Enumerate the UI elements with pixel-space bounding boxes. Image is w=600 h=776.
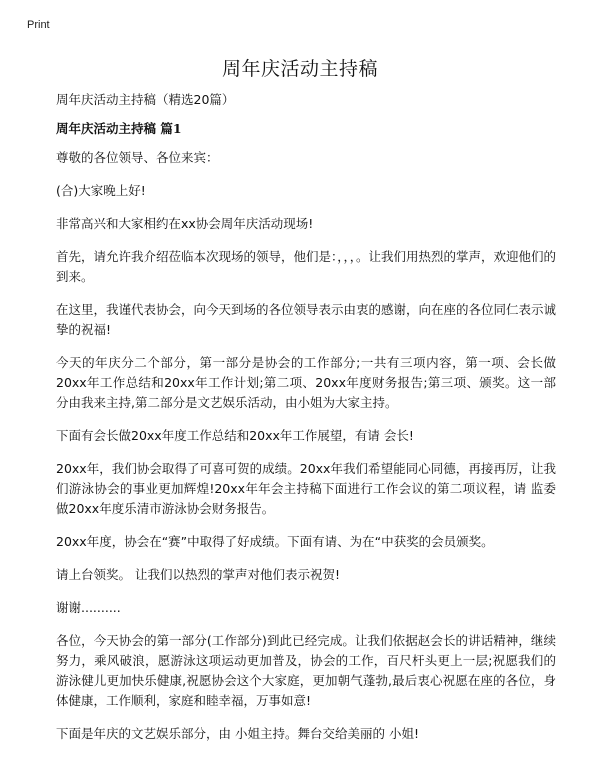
paragraph-awards: 20xx年度，协会在“赛”中取得了好成绩。下面有请、为在“中获奖的会员颁奖。: [56, 534, 494, 549]
paragraph-greeting: 尊敬的各位领导、各位来宾：: [56, 150, 219, 165]
section-heading: 周年庆活动主持稿 篇1: [56, 121, 182, 136]
paragraph-agenda: 今天的年庆分二个部分，第一部分是协会的工作部分;一共有三项内容，第一项、会长做20xx年工作总结和20xx年工作计划;第二项、20xx年度财务报告;第三项、颁奖。这一部分由我来主持,第二部分是文艺娱乐活动，由小姐为大家主持。: [56, 355, 556, 410]
paragraph-good-evening: (合)大家晚上好!: [56, 183, 146, 198]
paragraph-welcome: 非常高兴和大家相约在xx协会周年庆活动现场!: [56, 216, 314, 231]
paragraph-introduce-leaders: 首先，请允许我介绍莅临本次现场的领导，他们是：，，，。让我们用热烈的掌声，欢迎他们的到来。: [56, 249, 557, 284]
paragraph-achievements: 20xx年，我们协会取得了可喜可贺的成绩。20xx年我们希望能同心同德，再接再厉，让我们游泳协会的事业更加辉煌!20xx年年会主持稿下面进行工作会议的第二项议程，请 监委做20xx年度乐清市游泳协会财务报告。: [56, 461, 556, 516]
paragraph-president-report: 下面有会长做20xx年度工作总结和20xx年工作展望，有请 会长!: [56, 428, 414, 443]
document-subtitle: 周年庆活动主持稿（精选20篇）: [56, 92, 235, 107]
paragraph-receive-award: 请上台领奖。 让我们以热烈的掌声对他们表示祝贺!: [56, 567, 340, 582]
paragraph-closing-part-one: 各位，今天协会的第一部分(工作部分)到此已经完成。让我们依据赵会长的讲话精神，继续努力，乘风破浪，愿游泳这项运动更加普及，协会的工作，百尺杆头更上一层;祝愿我们的游泳健儿更加快乐健康,祝愿协会这个大家庭，更加朝气蓬勃,最后衷心祝愿在座的各位，身体健康，工作顺利，家庭和睦幸福，万事如意!: [56, 633, 556, 708]
document-body: [56, 90, 556, 757]
paragraph-thank-you: 谢谢..........: [56, 600, 121, 615]
paragraph-entertainment: 下面是年庆的文艺娱乐部分，由 小姐主持。舞台交给美丽的 小姐!: [56, 726, 419, 741]
document-title: 周年庆活动主持稿: [221, 58, 378, 80]
print-link[interactable]: Print: [27, 19, 50, 31]
paragraph-thanks: 在这里，我谨代表协会，向今天到场的各位领导表示由衷的感谢，向在座的各位同仁表示诚挚的祝福!: [56, 302, 557, 337]
